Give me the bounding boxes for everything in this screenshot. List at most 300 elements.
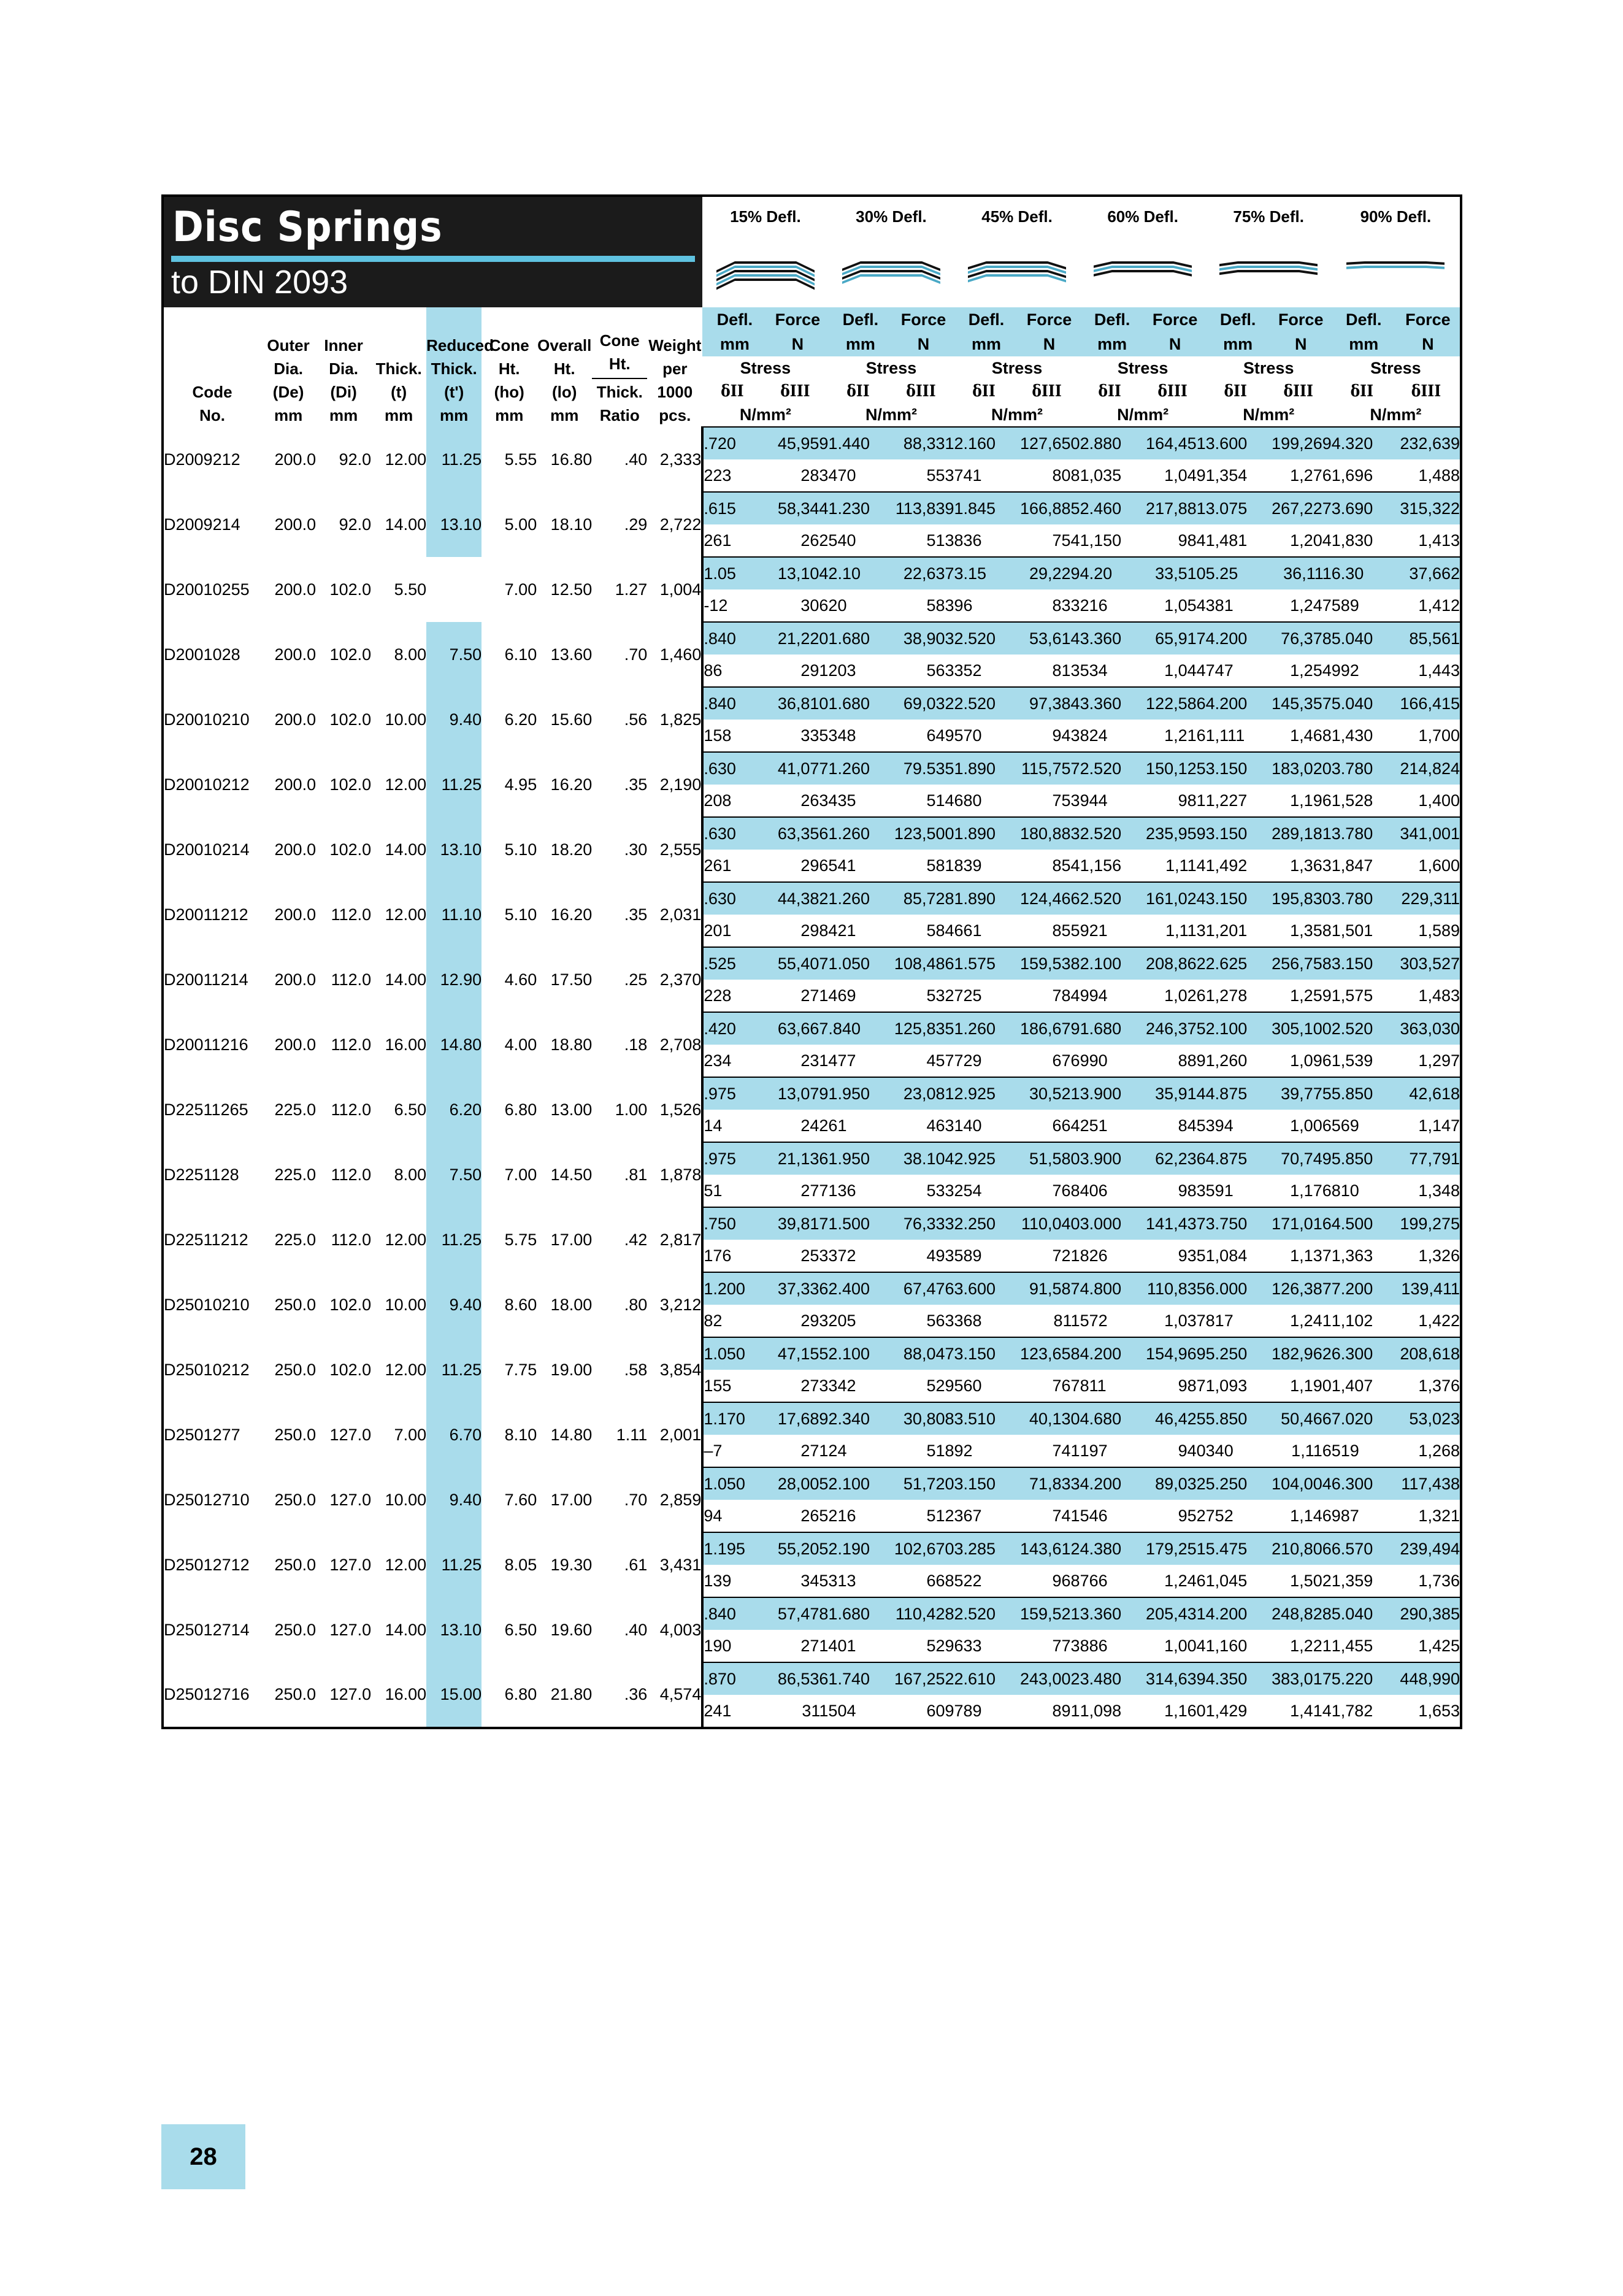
spring-icon-cell — [702, 237, 828, 307]
cell-deflection: 5.250 — [1206, 1467, 1270, 1500]
cell-stress-3: 463 — [892, 1110, 954, 1142]
cell-deflection: 3.150 — [954, 1337, 1019, 1370]
cell-stress-2: 254 — [954, 1175, 1019, 1207]
cell-stress-3: 271 — [767, 980, 828, 1012]
cell-deflection: 1.050 — [702, 1467, 767, 1500]
cell-stress-2: 824 — [1080, 720, 1145, 752]
deflection-label: 60% Defl. — [1107, 207, 1178, 226]
cell-stress-3: 1,488 — [1396, 459, 1461, 492]
cell-ho: 7.00 — [504, 580, 537, 599]
cell-deflection: 5.850 — [1332, 1142, 1396, 1175]
cell-de: 250.0 — [274, 1490, 317, 1509]
cell-deflection: 1.260 — [828, 752, 892, 785]
cell-stress-2: 1,045 — [1206, 1565, 1270, 1597]
cell-stress-2: 534 — [1080, 655, 1145, 687]
cell-force: 45,959 — [767, 427, 828, 459]
table-row — [163, 882, 1461, 915]
cell-deflection: 6.300 — [1332, 1467, 1396, 1500]
cell-stress-2: 839 — [954, 850, 1019, 882]
cell-force: 63,667 — [767, 1012, 828, 1045]
cell-stress-2: 546 — [1080, 1500, 1145, 1532]
spring-90-icon — [1340, 249, 1451, 292]
cell-wt: 3,854 — [647, 1337, 702, 1402]
spring-icon-cell — [954, 237, 1080, 307]
cell-deflection: .840 — [702, 622, 767, 655]
stress-header: Stress δII δIII N/mm² — [1332, 356, 1461, 427]
cell-deflection: 3.150 — [1332, 947, 1396, 980]
cell-deflection: 5.220 — [1332, 1662, 1396, 1695]
table-row — [163, 947, 1461, 980]
cell-code: D20011216 — [164, 1035, 248, 1054]
cell-stress-2: 470 — [828, 459, 892, 492]
cell-ratio: 1.27 — [615, 580, 648, 599]
deflection-label: 15% Defl. — [730, 207, 801, 226]
cell-stress-3: 512 — [892, 1500, 954, 1532]
cell-stress-2: 140 — [954, 1110, 1019, 1142]
spring-icon-cell — [1206, 237, 1332, 307]
cell-stress-3: 1,160 — [1145, 1695, 1206, 1728]
cell-deflection: 1.500 — [828, 1207, 892, 1240]
cell-de: 250.0 — [274, 1685, 317, 1703]
cell-stress-2: 340 — [1206, 1435, 1270, 1467]
cell-stress-3: 553 — [892, 459, 954, 492]
cell-stress-3: 784 — [1019, 980, 1080, 1012]
cell-force: 36,111 — [1270, 557, 1332, 589]
cell-stress-3: 1,589 — [1396, 915, 1461, 947]
defl-mm-header: Defl. mm — [1080, 307, 1145, 356]
cell-ratio: .58 — [624, 1360, 648, 1379]
cell-deflection: 2.100 — [828, 1337, 892, 1370]
cell-deflection: 2.520 — [1080, 882, 1145, 915]
cell-stress-2: 680 — [954, 785, 1019, 817]
title-block — [163, 196, 702, 307]
cell-wt: 1,526 — [647, 1077, 702, 1142]
cell-stress-2: 1,201 — [1206, 915, 1270, 947]
cell-force: 125,835 — [892, 1012, 954, 1045]
cell-di: 102.0 — [329, 1295, 372, 1314]
cell-stress-3: 296 — [767, 850, 828, 882]
cell-wt: 2,708 — [647, 1012, 702, 1077]
cell-stress-2: 261 — [702, 524, 767, 557]
cell-stress-3: 833 — [1019, 589, 1080, 622]
cell-deflection: 2.880 — [1080, 427, 1145, 459]
cell-tr: 7.50 — [426, 622, 482, 687]
cell-stress-3: 242 — [767, 1110, 828, 1142]
cell-force: 110,428 — [892, 1597, 954, 1630]
cell-tr: 11.25 — [426, 752, 482, 817]
cell-stress-3: 1,137 — [1270, 1240, 1332, 1272]
cell-ho: 5.55 — [504, 450, 537, 469]
cell-wt: 3,212 — [647, 1272, 702, 1337]
stress-header: Stress δII δIII N/mm² — [828, 356, 954, 427]
cell-stress-2: 1,354 — [1206, 459, 1270, 492]
cell-stress-2: 216 — [1080, 589, 1145, 622]
cell-stress-3: 273 — [767, 1370, 828, 1402]
cell-di: 112.0 — [331, 970, 372, 989]
cell-force: 289,181 — [1270, 817, 1332, 850]
table-row — [163, 1272, 1461, 1305]
cell-stress-2: 394 — [1206, 1110, 1270, 1142]
cell-force: 448,990 — [1396, 1662, 1461, 1695]
cell-t: 16.00 — [385, 1035, 427, 1054]
cell-wt: 2,859 — [647, 1467, 702, 1532]
cell-stress-3: 1,412 — [1396, 589, 1461, 622]
cell-stress-2: 1,227 — [1206, 785, 1270, 817]
cell-force: 167,252 — [892, 1662, 954, 1695]
cell-stress-3: 987 — [1145, 1370, 1206, 1402]
cell-de: 200.0 — [274, 905, 317, 924]
cell-force: 143,612 — [1019, 1532, 1080, 1565]
cell-ratio: .29 — [624, 515, 648, 534]
cell-ho: 8.05 — [504, 1555, 537, 1574]
cell-t: 10.00 — [385, 1490, 427, 1509]
cell-stress-2: 208 — [702, 785, 767, 817]
cell-stress-3: 889 — [1145, 1045, 1206, 1077]
cell-deflection: .630 — [702, 752, 767, 785]
cell-de: 200.0 — [274, 515, 317, 534]
cell-stress-2: 1,492 — [1206, 850, 1270, 882]
cell-stress-3: 529 — [892, 1630, 954, 1662]
cell-force: 77,791 — [1396, 1142, 1461, 1175]
cell-stress-2: 519 — [1332, 1435, 1396, 1467]
deflection-label: 90% Defl. — [1360, 207, 1432, 226]
cell-stress-3: 935 — [1145, 1240, 1206, 1272]
cell-ho: 4.60 — [504, 970, 537, 989]
cell-tr — [426, 557, 482, 622]
column-header-di: Inner Dia. (Di) mm — [324, 336, 363, 424]
cell-tr: 11.25 — [426, 1532, 482, 1597]
stress-header: Stress δII δIII N/mm² — [1206, 356, 1332, 427]
cell-force: 154,969 — [1145, 1337, 1206, 1370]
cell-deflection: 3.480 — [1080, 1662, 1145, 1695]
cell-deflection: 4.500 — [1332, 1207, 1396, 1240]
cell-force: 38.104 — [892, 1142, 954, 1175]
cell-deflection: 6.30 — [1332, 557, 1396, 589]
cell-stress-3: 1,321 — [1396, 1500, 1461, 1532]
cell-stress-3: 773 — [1019, 1630, 1080, 1662]
spring-15-icon — [710, 249, 821, 292]
cell-tr: 13.10 — [426, 492, 482, 557]
cell-de: 250.0 — [274, 1620, 317, 1639]
cell-stress-2: 811 — [1080, 1370, 1145, 1402]
cell-deflection: 3.900 — [1080, 1077, 1145, 1110]
cell-force: 23,081 — [892, 1077, 954, 1110]
column-header-ratio: Cone Ht. Thick. Ratio — [592, 307, 647, 427]
table-row — [163, 1337, 1461, 1370]
cell-stress-3: 811 — [1019, 1305, 1080, 1337]
cell-stress-2: 1,363 — [1332, 1240, 1396, 1272]
cell-force: 29,229 — [1019, 557, 1080, 589]
cell-stress-3: 845 — [1145, 1110, 1206, 1142]
cell-stress-2: 158 — [702, 720, 767, 752]
deflection-label: 75% Defl. — [1233, 207, 1304, 226]
cell-wt: 2,370 — [647, 947, 702, 1012]
cell-ratio: .42 — [624, 1230, 648, 1249]
cell-stress-3: 493 — [892, 1240, 954, 1272]
cell-stress-3: 563 — [892, 655, 954, 687]
cell-lo: 18.20 — [550, 840, 593, 859]
cell-stress-3: 584 — [892, 915, 954, 947]
cell-de: 200.0 — [274, 775, 317, 794]
cell-force: 39,817 — [767, 1207, 828, 1240]
cell-stress-2: 992 — [1332, 655, 1396, 687]
cell-deflection: 1.950 — [828, 1077, 892, 1110]
cell-ratio: .25 — [624, 970, 648, 989]
cell-force: 108,486 — [892, 947, 954, 980]
cell-stress-2: 1,260 — [1206, 1045, 1270, 1077]
cell-deflection: .840 — [828, 1012, 892, 1045]
cell-tr: 14.80 — [426, 1012, 482, 1077]
cell-deflection: 2.520 — [1332, 1012, 1396, 1045]
cell-stress-2: 1,430 — [1332, 720, 1396, 752]
cell-stress-2: 155 — [702, 1370, 767, 1402]
cell-force: 171,016 — [1270, 1207, 1332, 1240]
cell-di: 112.0 — [331, 1165, 372, 1184]
cell-lo: 21.80 — [550, 1685, 593, 1703]
cell-t: 12.00 — [385, 1360, 427, 1379]
cell-force: 199,269 — [1270, 427, 1332, 459]
cell-stress-2: 589 — [1332, 589, 1396, 622]
cell-stress-3: 583 — [892, 589, 954, 622]
column-header-wt: Weight per 1000 pcs. — [648, 336, 702, 424]
cell-deflection: 1.575 — [954, 947, 1019, 980]
cell-stress-2: 251 — [1080, 1110, 1145, 1142]
cell-force: 210,806 — [1270, 1532, 1332, 1565]
cell-lo: 18.00 — [550, 1295, 593, 1314]
cell-force: 246,375 — [1145, 1012, 1206, 1045]
cell-stress-3: 952 — [1145, 1500, 1206, 1532]
cell-t: 7.00 — [394, 1425, 427, 1444]
cell-deflection: 2.460 — [1080, 492, 1145, 524]
cell-deflection: 2.520 — [954, 622, 1019, 655]
cell-deflection: 2.925 — [954, 1077, 1019, 1110]
table-row — [163, 1402, 1461, 1435]
spring-icon-cell — [1080, 237, 1206, 307]
cell-tr: 6.70 — [426, 1402, 482, 1467]
cell-deflection: 2.520 — [954, 1597, 1019, 1630]
cell-force: 363,030 — [1396, 1012, 1461, 1045]
cell-ho: 7.00 — [504, 1165, 537, 1184]
cell-force: 13,079 — [767, 1077, 828, 1110]
cell-deflection: 1.440 — [828, 427, 892, 459]
cell-force: 290,385 — [1396, 1597, 1461, 1630]
cell-force: 341,001 — [1396, 817, 1461, 850]
cell-ho: 6.20 — [504, 710, 537, 729]
cell-di: 127.0 — [329, 1555, 372, 1574]
table-row — [163, 492, 1461, 524]
cell-stress-2: 591 — [1206, 1175, 1270, 1207]
cell-deflection: 3.150 — [954, 1467, 1019, 1500]
table-row — [163, 1012, 1461, 1045]
cell-force: 53,614 — [1019, 622, 1080, 655]
cell-stress-2: 987 — [1332, 1500, 1396, 1532]
column-header-code: Code No. — [192, 383, 232, 424]
cell-deflection: 2.100 — [1206, 1012, 1270, 1045]
cell-di: 127.0 — [329, 1620, 372, 1639]
cell-stress-2: 372 — [828, 1240, 892, 1272]
cell-ratio: .30 — [624, 840, 648, 859]
cell-stress-3: 1,268 — [1396, 1435, 1461, 1467]
spring-icon-cell — [828, 237, 954, 307]
cell-tr: 11.10 — [426, 882, 482, 947]
cell-force: 305,100 — [1270, 1012, 1332, 1045]
cell-lo: 18.10 — [550, 515, 593, 534]
cell-stress-2: 541 — [828, 850, 892, 882]
cell-stress-2: 381 — [1206, 589, 1270, 622]
cell-stress-3: 1,246 — [1145, 1565, 1206, 1597]
cell-stress-3: 1,468 — [1270, 720, 1332, 752]
cell-force: 217,881 — [1145, 492, 1206, 524]
cell-ratio: .18 — [624, 1035, 648, 1054]
cell-lo: 19.30 — [550, 1555, 593, 1574]
cell-stress-2: 1,150 — [1080, 524, 1145, 557]
cell-force: 35,914 — [1145, 1077, 1206, 1110]
cell-de: 225.0 — [274, 1100, 317, 1119]
cell-di: 102.0 — [329, 645, 372, 664]
force-n-header: Force N — [767, 307, 828, 356]
column-header-tr: Reduced Thick. (t') mm — [426, 307, 482, 427]
cell-force: 127,650 — [1019, 427, 1080, 459]
cell-code: D25010210 — [164, 1295, 250, 1314]
cell-stress-3: 1,114 — [1145, 850, 1206, 882]
cell-di: 127.0 — [329, 1685, 372, 1703]
cell-force: 141,437 — [1145, 1207, 1206, 1240]
table-row — [163, 427, 1461, 459]
page-number: 28 — [161, 2124, 245, 2189]
cell-stress-2: 1,539 — [1332, 1045, 1396, 1077]
cell-stress-2: 504 — [828, 1695, 892, 1728]
table-row — [163, 1662, 1461, 1695]
cell-lo: 17.50 — [550, 970, 593, 989]
cell-stress-2: 20 — [828, 589, 892, 622]
spring-60-icon — [1088, 249, 1198, 292]
cell-stress-3: 983 — [1145, 1175, 1206, 1207]
cell-deflection: 6.570 — [1332, 1532, 1396, 1565]
cell-deflection: 3.600 — [954, 1272, 1019, 1305]
cell-di: 112.0 — [331, 1100, 372, 1119]
cell-stress-2: 540 — [828, 524, 892, 557]
cell-stress-3: 271 — [767, 1630, 828, 1662]
table-row — [163, 1142, 1461, 1175]
defl-mm-header: Defl. mm — [828, 307, 892, 356]
cell-di: 102.0 — [329, 840, 372, 859]
cell-stress-2: 82 — [702, 1305, 767, 1337]
cell-deflection: 4.875 — [1206, 1142, 1270, 1175]
cell-ho: 7.60 — [504, 1490, 537, 1509]
cell-t: 8.00 — [394, 1165, 427, 1184]
cell-stress-2: 92 — [954, 1435, 1019, 1467]
cell-stress-2: 1,098 — [1080, 1695, 1145, 1728]
cell-force: 13,104 — [767, 557, 828, 589]
cell-force: 166,415 — [1396, 687, 1461, 720]
cell-lo: 16.20 — [550, 775, 593, 794]
cell-deflection: 4.200 — [1206, 1597, 1270, 1630]
cell-stress-2: 1,528 — [1332, 785, 1396, 817]
cell-t: 12.00 — [385, 775, 427, 794]
cell-deflection: 5.850 — [1206, 1402, 1270, 1435]
cell-deflection: .870 — [702, 1662, 767, 1695]
cell-stress-3: 855 — [1019, 915, 1080, 947]
cell-force: 51,580 — [1019, 1142, 1080, 1175]
spring-45-icon — [962, 249, 1072, 292]
cell-stress-3: 1,736 — [1396, 1565, 1461, 1597]
cell-deflection: .840 — [702, 1597, 767, 1630]
column-header-de: Outer Dia. (De) mm — [267, 336, 310, 424]
cell-stress-2: 261 — [702, 850, 767, 882]
cell-stress-3: 518 — [892, 1435, 954, 1467]
cell-stress-3: 1,004 — [1145, 1630, 1206, 1662]
cell-force: 40,130 — [1019, 1402, 1080, 1435]
cell-de: 200.0 — [274, 450, 317, 469]
cell-force: 315,322 — [1396, 492, 1461, 524]
cell-force: 208,862 — [1145, 947, 1206, 980]
cell-de: 250.0 — [274, 1555, 317, 1574]
cell-deflection: 2.625 — [1206, 947, 1270, 980]
cell-stress-3: 1,096 — [1270, 1045, 1332, 1077]
cell-stress-2: 24 — [828, 1435, 892, 1467]
cell-deflection: 4.800 — [1080, 1272, 1145, 1305]
cell-stress-3: 940 — [1145, 1435, 1206, 1467]
cell-deflection: 3.780 — [1332, 882, 1396, 915]
cell-ho: 6.10 — [504, 645, 537, 664]
cell-stress-3: 1,204 — [1270, 524, 1332, 557]
cell-stress-2: 1,093 — [1206, 1370, 1270, 1402]
cell-deflection: 3.360 — [1080, 1597, 1145, 1630]
cell-deflection: 5.040 — [1332, 622, 1396, 655]
cell-stress-2: 921 — [1080, 915, 1145, 947]
table-row — [163, 1207, 1461, 1240]
stress-symbols: δII δIII — [1350, 382, 1441, 401]
cell-deflection: .525 — [702, 947, 767, 980]
cell-stress-3: 1,054 — [1145, 589, 1206, 622]
cell-deflection: 3.690 — [1332, 492, 1396, 524]
cell-di: 92.0 — [339, 515, 372, 534]
cell-lo: 13.60 — [550, 645, 593, 664]
page-title: Disc Springs — [172, 203, 443, 251]
cell-stress-3: 721 — [1019, 1240, 1080, 1272]
cell-wt: 4,574 — [647, 1662, 702, 1728]
cell-deflection: 4.200 — [1080, 1467, 1145, 1500]
cell-deflection: 5.250 — [1206, 1337, 1270, 1370]
cell-deflection: 3.285 — [954, 1532, 1019, 1565]
cell-deflection: 2.100 — [1080, 947, 1145, 980]
cell-stress-2: 469 — [828, 980, 892, 1012]
title-wrap — [164, 197, 702, 307]
cell-stress-2: 61 — [828, 1110, 892, 1142]
cell-force: 195,830 — [1270, 882, 1332, 915]
cell-force: 256,758 — [1270, 947, 1332, 980]
cell-code: D2501277 — [164, 1425, 240, 1444]
cell-stress-3: 1,413 — [1396, 524, 1461, 557]
cell-deflection: 2.160 — [954, 427, 1019, 459]
cell-force: 383,017 — [1270, 1662, 1332, 1695]
cell-stress-2: 661 — [954, 915, 1019, 947]
cell-force: 229,311 — [1396, 882, 1461, 915]
cell-force: 41,077 — [767, 752, 828, 785]
stress-header: Stress δII δIII N/mm² — [1080, 356, 1206, 427]
cell-force: 76,333 — [892, 1207, 954, 1240]
cell-deflection: 1.195 — [702, 1532, 767, 1565]
cell-stress-3: 283 — [767, 459, 828, 492]
cell-deflection: 1.950 — [828, 1142, 892, 1175]
cell-code: D25012716 — [164, 1685, 250, 1703]
cell-stress-3: 291 — [767, 655, 828, 687]
cell-deflection: 2.925 — [954, 1142, 1019, 1175]
cell-ratio: .56 — [624, 710, 648, 729]
cell-deflection: 1.680 — [828, 1597, 892, 1630]
cell-ho: 5.10 — [504, 905, 537, 924]
cell-deflection: 1.890 — [954, 882, 1019, 915]
